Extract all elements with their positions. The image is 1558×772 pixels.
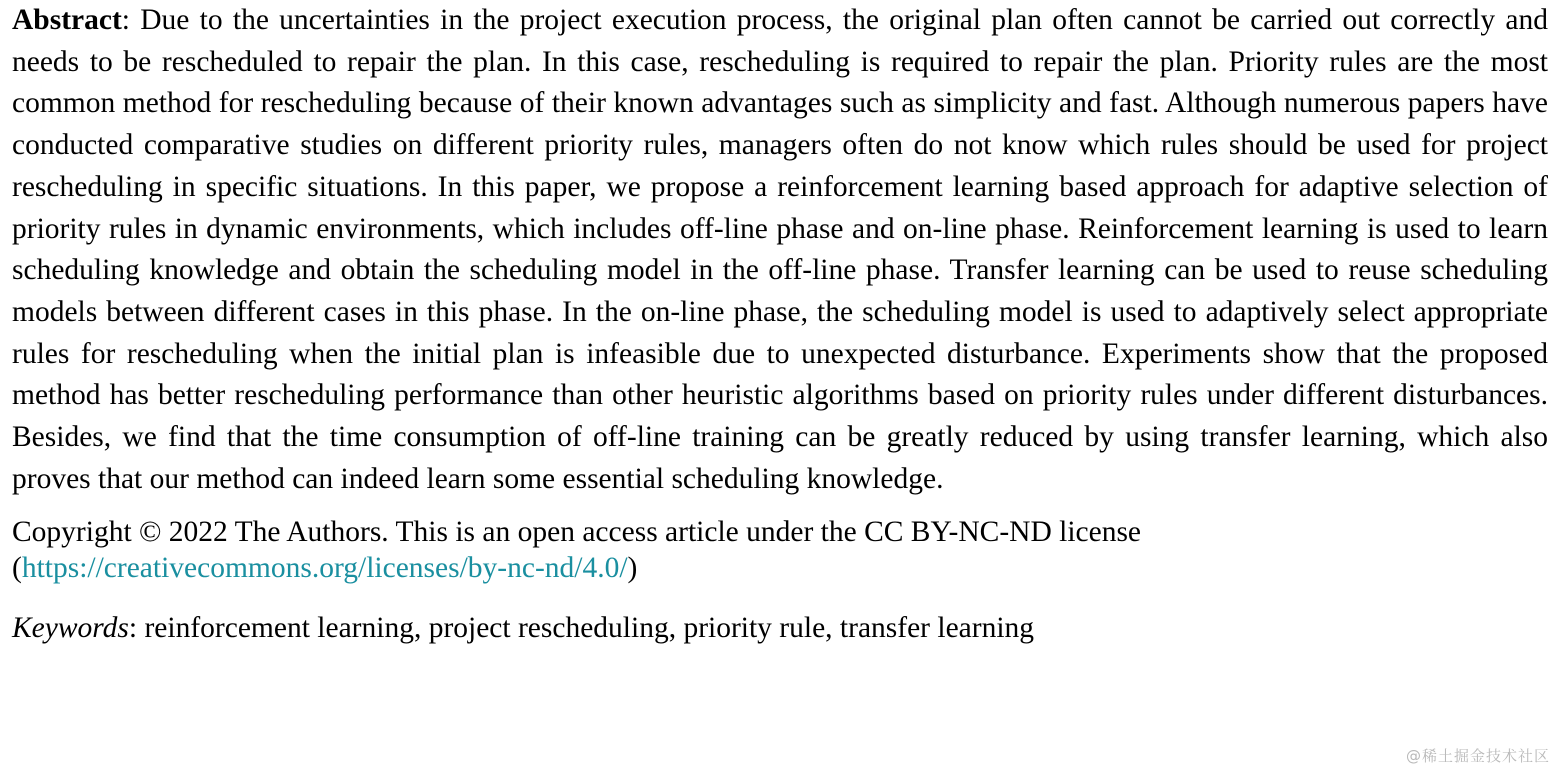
- keywords-separator: :: [128, 612, 145, 645]
- copyright-open-paren: (: [12, 552, 22, 585]
- abstract-paragraph: [12, 0, 1548, 500]
- watermark: @稀土掘金技术社区: [1405, 747, 1550, 765]
- keywords-text: reinforcement learning, project rescheduling, priority rule, transfer learning: [144, 612, 1035, 645]
- license-link[interactable]: https://creativecommons.org/licenses/by-nc-nd/4.0/: [21, 552, 628, 585]
- keywords-label: Keywords: [12, 612, 129, 645]
- copyright-notice: [12, 514, 1548, 586]
- paper-page: [12, 0, 1548, 646]
- abstract-text: Due to the uncertainties in the project execution process, the original plan often cannot be carried out correctly and needs to be rescheduled to repair the plan. In this case, rescheduling is required to repair the plan. Priority rules are the most common method for rescheduling because of their known advantages such as simplicity and fast. Although numerous papers have conducted comparative studies on different priority rules, managers often do not know which rules should be used for project rescheduling in specific situations. In this paper, we propose a reinforcement learning based approach for adaptive selection of priority rules in dynamic environments, which includes off-line phase and on-line phase. Reinforcement learning is used to learn scheduling knowledge and obtain the scheduling model in the off-line phase. Transfer learning can be used to reuse scheduling models between different cases in this phase. In the on-line phase, the scheduling model is used to adaptively select appropriate rules for rescheduling when the initial plan is infeasible due to unexpected disturbance. Experiments show that the proposed method has better rescheduling performance than other heuristic algorithms based on priority rules under different disturbances. Besides, we find that the time consumption of off-line training can be greatly reduced by using transfer learning, which also proves that our method can indeed learn some essential scheduling knowledge.: [12, 4, 1548, 495]
- abstract-separator: :: [121, 4, 141, 36]
- abstract-label: Abstract: [12, 4, 122, 36]
- keywords-line: [12, 610, 1548, 646]
- copyright-text: Copyright © 2022 The Authors. This is an open access article under the CC BY-NC-ND license: [12, 516, 1142, 549]
- copyright-close-paren: ): [627, 552, 638, 585]
